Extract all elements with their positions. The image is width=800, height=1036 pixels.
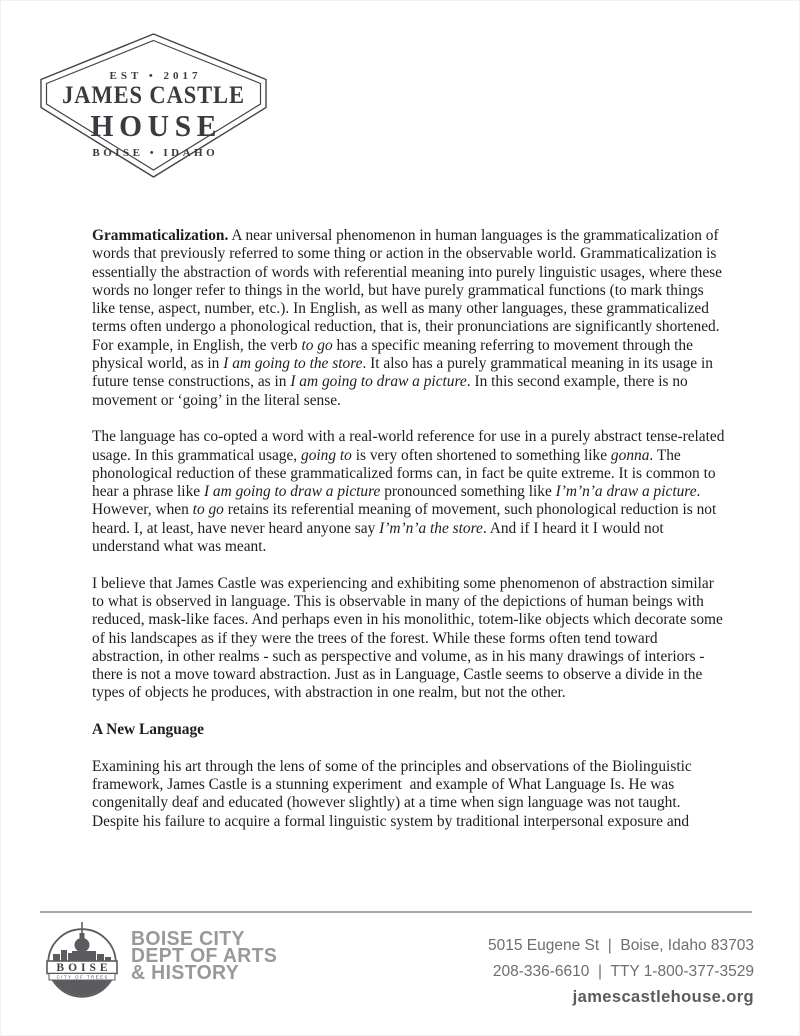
badge-location-line: BOISE • IDAHO (92, 147, 219, 159)
section-heading: A New Language (92, 721, 205, 739)
boise-city-seal-icon (46, 921, 118, 1001)
footer-address: 5015 Eugene St | Boise, Idaho 83703 (487, 937, 754, 954)
footer-phone: 208-336-6610 | TTY 1-800-377-3529 (492, 962, 754, 980)
footer-contact-block (488, 938, 754, 1006)
badge-title-line-1: JAMES CASTLE (62, 82, 245, 109)
seal-tagline-text: CITY OF TREES (56, 974, 109, 980)
footer-org-name (131, 928, 278, 984)
body-paragraph: Examining his art through the lens of some of the principles and observations of the Biolinguistic framework, James Castle is a stunning experiment and example of What Language Is. He was congenitally deaf and educated (however slightly) at a time when sign language was not taught. Despite his failure to acquire a formal linguistic system by traditional interpersonal exposure and (92, 757, 696, 830)
badge-est-year: EST • 2017 (109, 70, 202, 82)
badge-title-line-2: HOUSE (90, 108, 223, 143)
seal-name-text: BOISE (56, 962, 112, 974)
body-paragraph: The language has co-opted a word with a real-world reference for use in a purely abstract tense-related usage. In this grammatical usage, going to is very often shortened to something like gonna. The phonological reduction of these grammaticalized forms can, in fact be quite extreme. It is common to hear a phrase like I am going to draw a picture pronounced something like I’m’n’a draw a picture. However, when to go retains its referential meaning of movement, such phonological reduction is not heard. I, at least, have never heard anyone say I’m’n’a the store. And if I heard it I would not understand what was meant. (92, 428, 729, 556)
body-paragraph: Grammaticalization. A near universal phenomenon in human languages is the grammaticalization of words that previously referred to some thing or action in the observable world. Grammaticalization is essentially the abstraction of words with referential meaning into purely linguistic usages, where these words no longer refer to things in the world, but have purely grammatical functions (to mark things like tense, aspect, number, etc.). In English, as well as many other languages, these grammaticalized terms often undergo a phonological reduction, that is, their pronunciations are significantly shortened. For example, in English, the verb to go has a specific meaning referring to movement through the physical world, as in I am going to the store. It also has a purely grammatical meaning in its usage in future tense constructions, as in I am going to draw a picture. In this second example, there is no movement or ‘going’ in the literal sense. (92, 227, 726, 409)
footer-divider (40, 911, 752, 913)
org-line-3: & HISTORY (131, 962, 240, 984)
org-line-2: DEPT OF ARTS (131, 945, 278, 967)
body-paragraph: I believe that James Castle was experiencing and exhibiting some phenomenon of abstraction similar to what is observed in language. This is observable in many of the depictions of human beings with reduced, mask-like faces. And perhaps even in his monolithic, totem-like objects which decorate some of his landscapes as if they were the trees of the forest. While these forms often tend toward abstraction, in other realms - such as perspective and volume, as in his many drawings of interiors - there is not a move toward abstraction. Just as in Language, Castle seems to observe a divide in the types of objects he produces, with abstraction in one realm, but not the other. (92, 574, 727, 702)
james-castle-house-logo (40, 33, 267, 178)
footer-website: jamescastlehouse.org (572, 988, 754, 1006)
letter-body (92, 227, 729, 849)
org-line-1: BOISE CITY (131, 928, 245, 950)
